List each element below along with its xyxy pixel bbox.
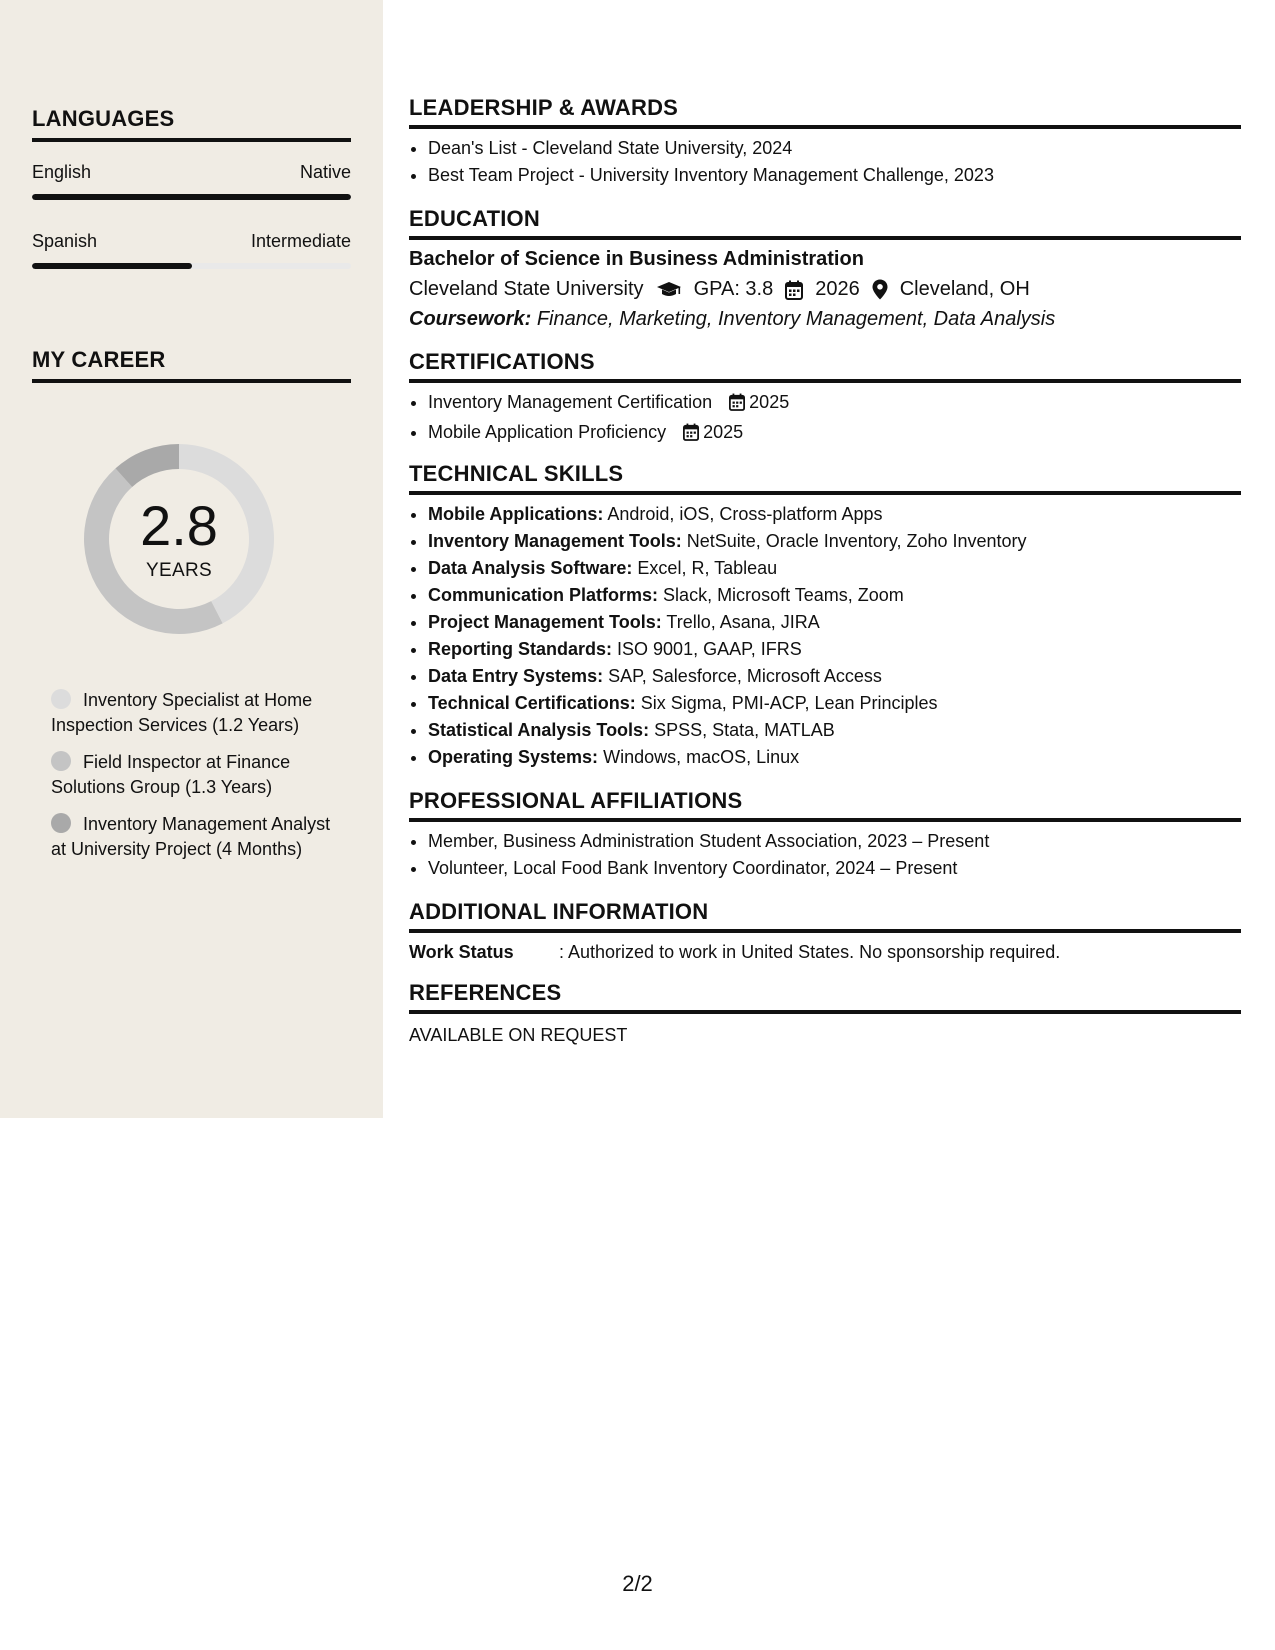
skill-item — [428, 636, 1241, 663]
career-item-label: Inventory Management Analyst at University Project (4 Months) — [51, 814, 331, 859]
school-location: Cleveland, OH — [899, 278, 1030, 300]
education-heading: EDUCATION — [409, 206, 1241, 240]
affiliations-section — [409, 788, 1241, 882]
additional-info-section — [409, 899, 1241, 963]
skills-list — [409, 501, 1241, 771]
career-legend-item — [51, 812, 341, 862]
calendar-icon — [785, 280, 803, 300]
languages-section — [32, 106, 351, 269]
language-name: English — [32, 162, 92, 182]
graduation-cap-icon — [656, 281, 682, 299]
career-total-unit: YEARS — [146, 560, 212, 581]
skill-category: Operating Systems: — [428, 747, 599, 767]
career-legend-item — [51, 750, 341, 800]
coursework-list: Finance, Marketing, Inventory Management, Data Analysis — [536, 308, 1056, 330]
skills-heading: TECHNICAL SKILLS — [409, 461, 1241, 495]
skills-section — [409, 461, 1241, 771]
skill-item — [428, 717, 1241, 744]
school-name: Cleveland State University — [409, 278, 644, 300]
skill-category: Data Entry Systems: — [428, 666, 604, 686]
skill-category: Project Management Tools: — [428, 612, 662, 632]
list-item: • Dean's List - Cleveland State University, 2024 — [428, 135, 1241, 162]
references-section — [409, 980, 1241, 1046]
leadership-heading: LEADERSHIP & AWARDS — [409, 95, 1241, 129]
skill-item — [428, 582, 1241, 609]
skill-values: Six Sigma, PMI-ACP, Lean Principles — [640, 693, 938, 713]
skill-category: Inventory Management Tools: — [428, 531, 682, 551]
career-item-label: Field Inspector at Finance Solutions Group (1.3 Years) — [51, 752, 291, 797]
language-level: Intermediate — [250, 231, 351, 251]
calendar-icon — [683, 422, 699, 449]
list-item: • Member, Business Administration Student Association, 2023 – Present — [428, 828, 1241, 855]
languages-heading: LANGUAGES — [32, 106, 351, 142]
skill-category: Mobile Applications: — [428, 504, 604, 524]
skill-item — [428, 744, 1241, 771]
certification-year: 2025 — [749, 392, 790, 412]
list-item — [428, 419, 1241, 449]
skill-values: ISO 9001, GAAP, IFRS — [617, 639, 802, 659]
leadership-section — [409, 95, 1241, 189]
sidebar — [0, 0, 383, 1118]
list-item: • Volunteer, Local Food Bank Inventory Coordinator, 2024 – Present — [428, 855, 1241, 882]
career-total-years: 2.8 — [140, 494, 218, 557]
skill-item — [428, 555, 1241, 582]
language-name: Spanish — [32, 231, 98, 251]
education-details — [409, 278, 1241, 301]
work-status-label: Work Status — [409, 942, 514, 962]
list-item: • Best Team Project - University Inventory Management Challenge, 2023 — [428, 162, 1241, 189]
career-legend — [51, 688, 341, 874]
skill-item — [428, 528, 1241, 555]
list-item — [428, 389, 1241, 419]
skill-values: SPSS, Stata, MATLAB — [654, 720, 835, 740]
career-donut-chart — [66, 426, 292, 652]
career-item-label: Inventory Specialist at Home Inspection Services (1.2 Years) — [51, 690, 313, 735]
certification-year: 2025 — [703, 422, 744, 442]
skill-category: Statistical Analysis Tools: — [428, 720, 650, 740]
references-heading: REFERENCES — [409, 980, 1241, 1014]
skill-category: Data Analysis Software: — [428, 558, 633, 578]
language-proficiency-bar — [32, 194, 351, 200]
skill-category: Technical Certifications: — [428, 693, 636, 713]
certifications-list — [409, 389, 1241, 449]
career-heading: MY CAREER — [32, 347, 351, 383]
skill-item — [428, 690, 1241, 717]
affiliations-list — [409, 828, 1241, 882]
references-text: AVAILABLE ON REQUEST — [409, 1025, 628, 1045]
language-proficiency-fill — [32, 263, 192, 269]
skill-category: Communication Platforms: — [428, 585, 659, 605]
certifications-section — [409, 349, 1241, 449]
skill-values: Android, iOS, Cross-platform Apps — [607, 504, 883, 524]
certification-name: Inventory Management Certification — [428, 392, 713, 412]
skill-values: Trello, Asana, JIRA — [666, 612, 820, 632]
additional-info-heading: ADDITIONAL INFORMATION — [409, 899, 1241, 933]
legend-dot — [51, 689, 71, 709]
leadership-list — [409, 135, 1241, 189]
calendar-icon — [729, 392, 745, 419]
language-item — [32, 231, 351, 269]
skill-item — [428, 663, 1241, 690]
skill-values: Excel, R, Tableau — [637, 558, 778, 578]
skill-values: NetSuite, Oracle Inventory, Zoho Inventory — [686, 531, 1027, 551]
career-legend-item — [51, 688, 341, 738]
skill-item — [428, 609, 1241, 636]
language-proficiency-bar — [32, 263, 351, 269]
legend-dot — [51, 751, 71, 771]
skill-values: Slack, Microsoft Teams, Zoom — [663, 585, 904, 605]
affiliations-heading: PROFESSIONAL AFFILIATIONS — [409, 788, 1241, 822]
skill-values: SAP, Salesforce, Microsoft Access — [608, 666, 882, 686]
certifications-heading: CERTIFICATIONS — [409, 349, 1241, 383]
graduation-year: 2026 — [815, 278, 860, 300]
degree-title: Bachelor of Science in Business Administration — [409, 248, 864, 270]
work-status-value: : Authorized to work in United States. No sponsorship required. — [559, 942, 1061, 962]
skill-category: Reporting Standards: — [428, 639, 613, 659]
work-status-row — [409, 942, 1241, 963]
education-section — [409, 206, 1241, 331]
legend-dot — [51, 813, 71, 833]
certification-name: Mobile Application Proficiency — [428, 422, 667, 442]
career-section — [32, 347, 351, 383]
gpa: GPA: 3.8 — [693, 278, 774, 300]
language-item — [32, 162, 351, 200]
location-pin-icon — [872, 279, 888, 300]
language-level: Native — [299, 162, 351, 182]
coursework-label: Coursework: — [409, 308, 532, 330]
page-number: 2/2 — [622, 1571, 653, 1596]
language-proficiency-fill — [32, 194, 351, 200]
skill-item — [428, 501, 1241, 528]
skill-values: Windows, macOS, Linux — [603, 747, 800, 767]
coursework — [409, 308, 1241, 331]
